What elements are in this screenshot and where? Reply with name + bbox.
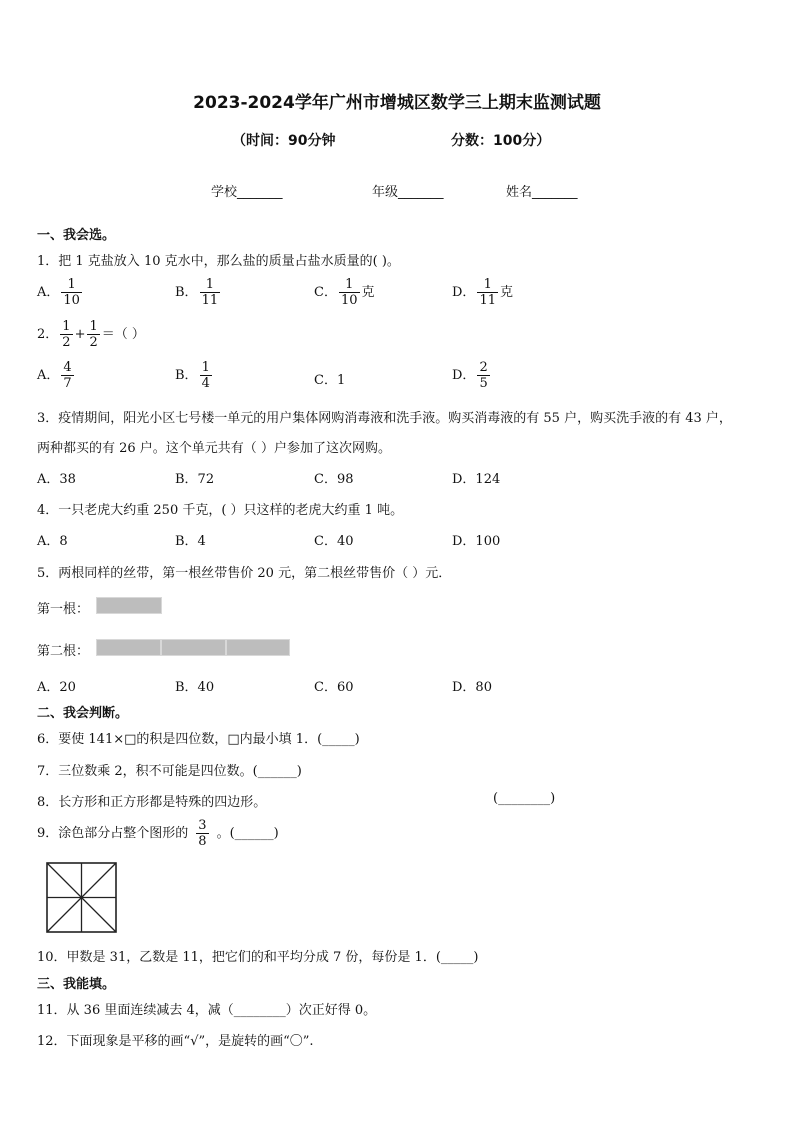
numerator: 1 (345, 277, 354, 292)
q1-option-a (37, 277, 84, 308)
section-heading-choose: 一、我会选。 (37, 228, 116, 243)
fraction (200, 360, 212, 391)
fraction (477, 360, 489, 391)
denominator: 7 (63, 376, 72, 391)
q3-option-b: B．72 (175, 472, 215, 487)
option-label: C． (314, 285, 337, 300)
denominator: 5 (479, 376, 488, 391)
denominator: 11 (201, 293, 219, 308)
grade-field: 年级_______ (372, 185, 444, 200)
option-label: A． (37, 285, 60, 300)
section-heading-fill: 三、我能填。 (37, 977, 116, 992)
question-text: 9．涂色部分占整个图形的 (37, 826, 189, 841)
fraction (87, 319, 99, 350)
ribbon-1-bar (96, 597, 162, 614)
denominator: 10 (340, 293, 358, 308)
option-label: D． (452, 285, 476, 300)
q1-option-c (314, 277, 375, 308)
question-12: 12．下面现象是平移的画“√”，是旋转的画“〇”. (37, 1034, 314, 1049)
ribbon-2-segment (96, 639, 161, 656)
q5-option-b: B．40 (175, 680, 215, 695)
numerator: 2 (479, 360, 488, 375)
question-7: 7．三位数乘 2，积不可能是四位数。(______) (37, 764, 302, 779)
question-4: 4．一只老虎大约重 250 千克，( ）只这样的老虎大约重 1 吨。 (37, 503, 404, 518)
q5-option-c: C．60 (314, 680, 354, 695)
school-field: 学校_______ (211, 185, 283, 200)
denominator: 10 (63, 293, 80, 308)
plus-sign: + (74, 327, 86, 342)
fraction (61, 360, 73, 391)
q3-option-d: D．124 (452, 472, 501, 487)
question-number: 2． (37, 327, 59, 342)
q4-option-d: D．100 (452, 534, 501, 549)
question-suffix: ＝（ ） (101, 327, 145, 342)
q2-option-b (175, 360, 214, 391)
q2-option-d (452, 360, 492, 391)
q4-option-a: A．8 (37, 534, 68, 549)
fraction (477, 277, 498, 308)
option-label: D． (452, 368, 476, 383)
denominator: 8 (198, 834, 207, 849)
q5-option-d: D．80 (452, 680, 492, 695)
q2-option-c: C．1 (314, 373, 346, 388)
question-8-blank: (________) (493, 791, 556, 806)
page-title: 2023-2024学年广州市增城区数学三上期末监测试题 (193, 93, 601, 113)
ribbon-2-label: 第二根： (37, 644, 90, 659)
question-2 (37, 319, 145, 350)
unit: 克 (361, 285, 375, 300)
numerator: 1 (201, 360, 210, 375)
q1-option-d (452, 277, 513, 308)
option-label: B． (175, 285, 198, 300)
fraction (339, 277, 360, 308)
question-suffix: 。(______) (216, 826, 279, 841)
q1-option-b (175, 277, 222, 308)
fraction (60, 319, 72, 350)
option-label: B． (175, 368, 198, 383)
q3-option-c: C．98 (314, 472, 354, 487)
q4-option-b: B．4 (175, 534, 206, 549)
section-heading-judge: 二、我会判断。 (37, 706, 129, 721)
question-11: 11．从 36 里面连续减去 4，减（________）次正好得 0。 (37, 1003, 377, 1018)
ribbon-2-segment (161, 639, 226, 656)
numerator: 1 (205, 277, 214, 292)
fraction (61, 277, 82, 308)
question-3-line2: 两种都买的有 26 户。这个单元共有（ ）户参加了这次网购。 (37, 441, 391, 456)
question-8: 8．长方形和正方形都是特殊的四边形。 (37, 795, 267, 810)
numerator: 1 (62, 319, 71, 334)
fraction (196, 818, 208, 849)
denominator: 2 (89, 335, 98, 350)
numerator: 3 (198, 818, 207, 833)
denominator: 11 (479, 293, 496, 308)
denominator: 4 (201, 376, 210, 391)
question-10: 10．甲数是 31，乙数是 11，把它们的和平均分成 7 份，每份是 1．(_____) (37, 950, 479, 965)
question-1: 1．把 1 克盐放入 10 克水中，那么盐的质量占盐水质量的( )。 (37, 254, 400, 269)
question-5: 5．两根同样的丝带，第一根丝带售价 20 元，第二根丝带售价（ ）元． (37, 566, 452, 581)
question-3-line1: 3．疫情期间，阳光小区七号楼一单元的用户集体网购消毒液和洗手液。购买消毒液的有 55 户，购买洗手液的有 43 户， (37, 411, 732, 426)
denominator: 2 (62, 335, 71, 350)
unit: 克 (499, 285, 513, 300)
numerator: 1 (483, 277, 492, 292)
q5-option-a: A．20 (37, 680, 76, 695)
numerator: 1 (89, 319, 98, 334)
numerator: 1 (67, 277, 76, 292)
exam-time: （时间：90分钟 (232, 133, 336, 149)
name-field: 姓名_______ (506, 185, 578, 200)
question-6: 6．要使 141×□的积是四位数，□内最小填 1．(_____) (37, 732, 360, 747)
q3-option-a: A．38 (37, 472, 76, 487)
q2-option-a (37, 360, 76, 391)
option-label: A． (37, 368, 60, 383)
numerator: 4 (63, 360, 72, 375)
fraction (200, 277, 221, 308)
ribbon-2-segment (226, 639, 290, 656)
question-9 (37, 818, 279, 849)
q4-option-c: C．40 (314, 534, 354, 549)
exam-score: 分数：100分） (451, 133, 551, 149)
ribbon-1-label: 第一根： (37, 602, 90, 617)
square-divided-figure (46, 862, 118, 934)
